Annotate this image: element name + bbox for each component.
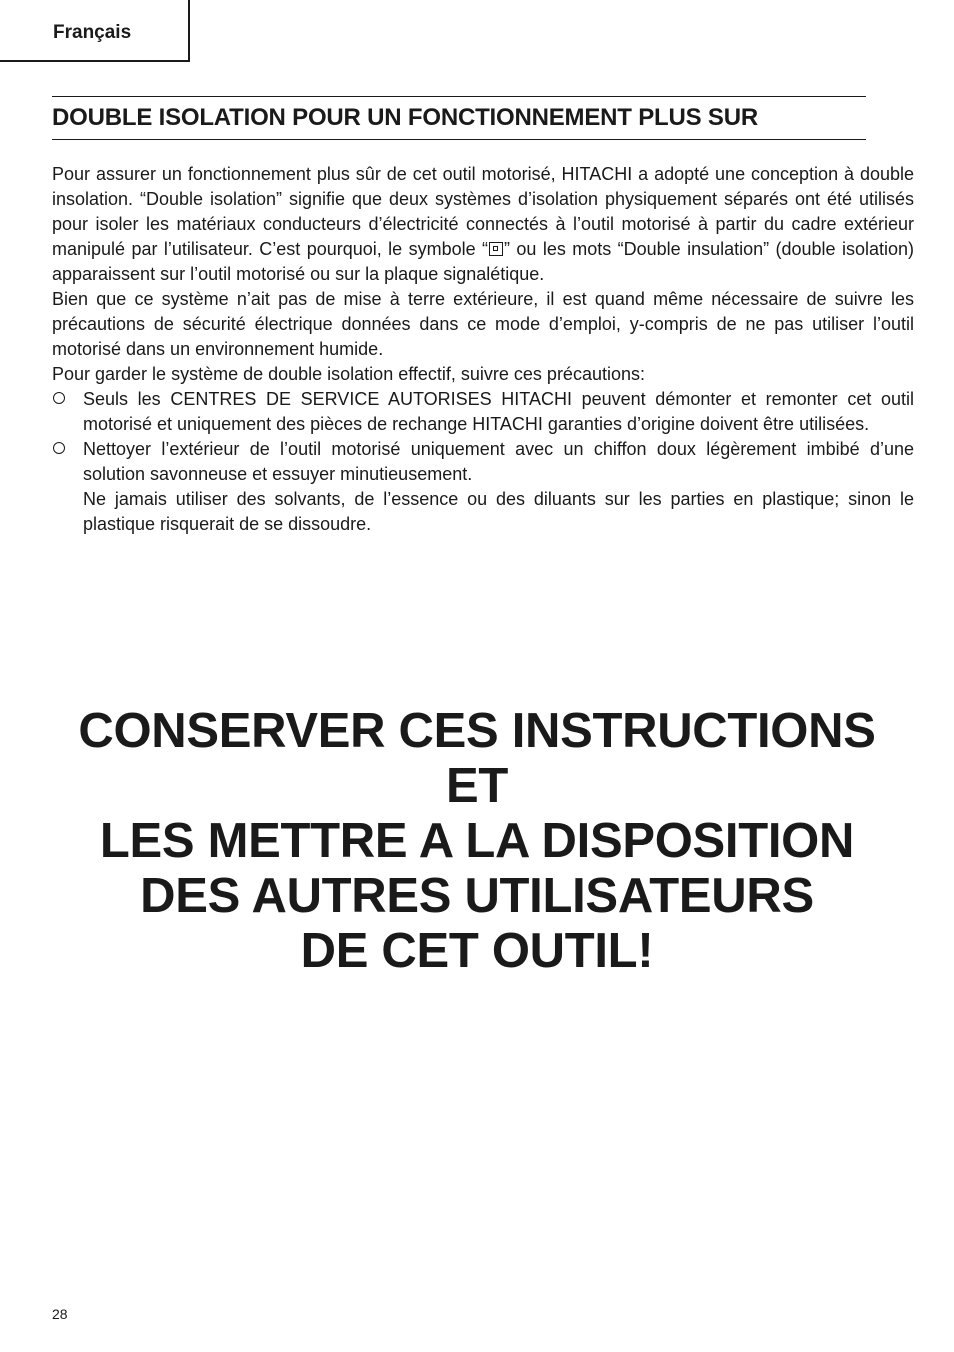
paragraph-double-isolation — [52, 162, 914, 287]
bullet-text: Nettoyer l’extérieur de l’outil motorisé uniquement avec un chiffon doux légèrement imbibé d’une solution savonneuse et essuyer minutieusement. — [83, 439, 914, 484]
circle-bullet-icon — [53, 392, 65, 404]
section-title: DOUBLE ISOLATION POUR UN FONCTIONNEMENT PLUS SUR — [52, 96, 866, 140]
paragraph-precautions-intro: Pour garder le système de double isolation effectif, suivre ces précautions: — [52, 364, 645, 384]
page-number: 28 — [52, 1306, 68, 1322]
bullet-text-continued: Ne jamais utiliser des solvants, de l’essence ou des diluants sur les parties en plastique; sinon le plastique risquerait de se dissoudre. — [83, 489, 914, 534]
notice-line: DE CET OUTIL! — [300, 924, 654, 978]
circle-bullet-icon — [53, 442, 65, 454]
section-body — [52, 162, 914, 537]
notice-line: ET — [445, 759, 508, 813]
list-item — [52, 387, 914, 437]
list-item — [52, 437, 914, 537]
save-instructions-notice — [0, 704, 954, 979]
bullet-text: Seuls les CENTRES DE SERVICE AUTORISES HITACHI peuvent démonter et remonter cet outil motorisé et uniquement des pièces de rechange HITACHI garanties d’origine doivent être utilisées. — [83, 389, 914, 434]
language-tab — [0, 0, 190, 62]
paragraph-1-part-b: ” ou les mots “Double insulation” (double isolation) apparaissent sur l’outil motorisé ou sur la plaque signalétique. — [52, 239, 914, 284]
language-label: Français — [53, 22, 132, 43]
paragraph-1-part-a: Pour assurer un fonctionnement plus sûr de cet outil motorisé, HITACHI a adopté une conception à double insolation. “Double isolation” signifie que deux systèmes d’isolation physiquement séparés ont été utilisés pour isoler les matériaux conducteurs d’électricité connectés à l’outil motorisé à partir du cadre extérieur manipulé par l’utilisateur. C’est pourquoi, le symbole “ — [52, 164, 914, 259]
notice-line: LES METTRE A LA DISPOSITION — [99, 814, 855, 868]
notice-line: CONSERVER CES INSTRUCTIONS — [78, 704, 876, 758]
notice-line: DES AUTRES UTILISATEURS — [140, 869, 814, 923]
double-insulation-icon — [489, 242, 503, 256]
paragraph-grounding: Bien que ce système n’ait pas de mise à terre extérieure, il est quand même nécessaire de suivre les précautions de sécurité électrique données dans ce mode d’emploi, y-compris de ne pas utiliser l’outil motorisé dans un environnement humide. — [52, 289, 914, 359]
